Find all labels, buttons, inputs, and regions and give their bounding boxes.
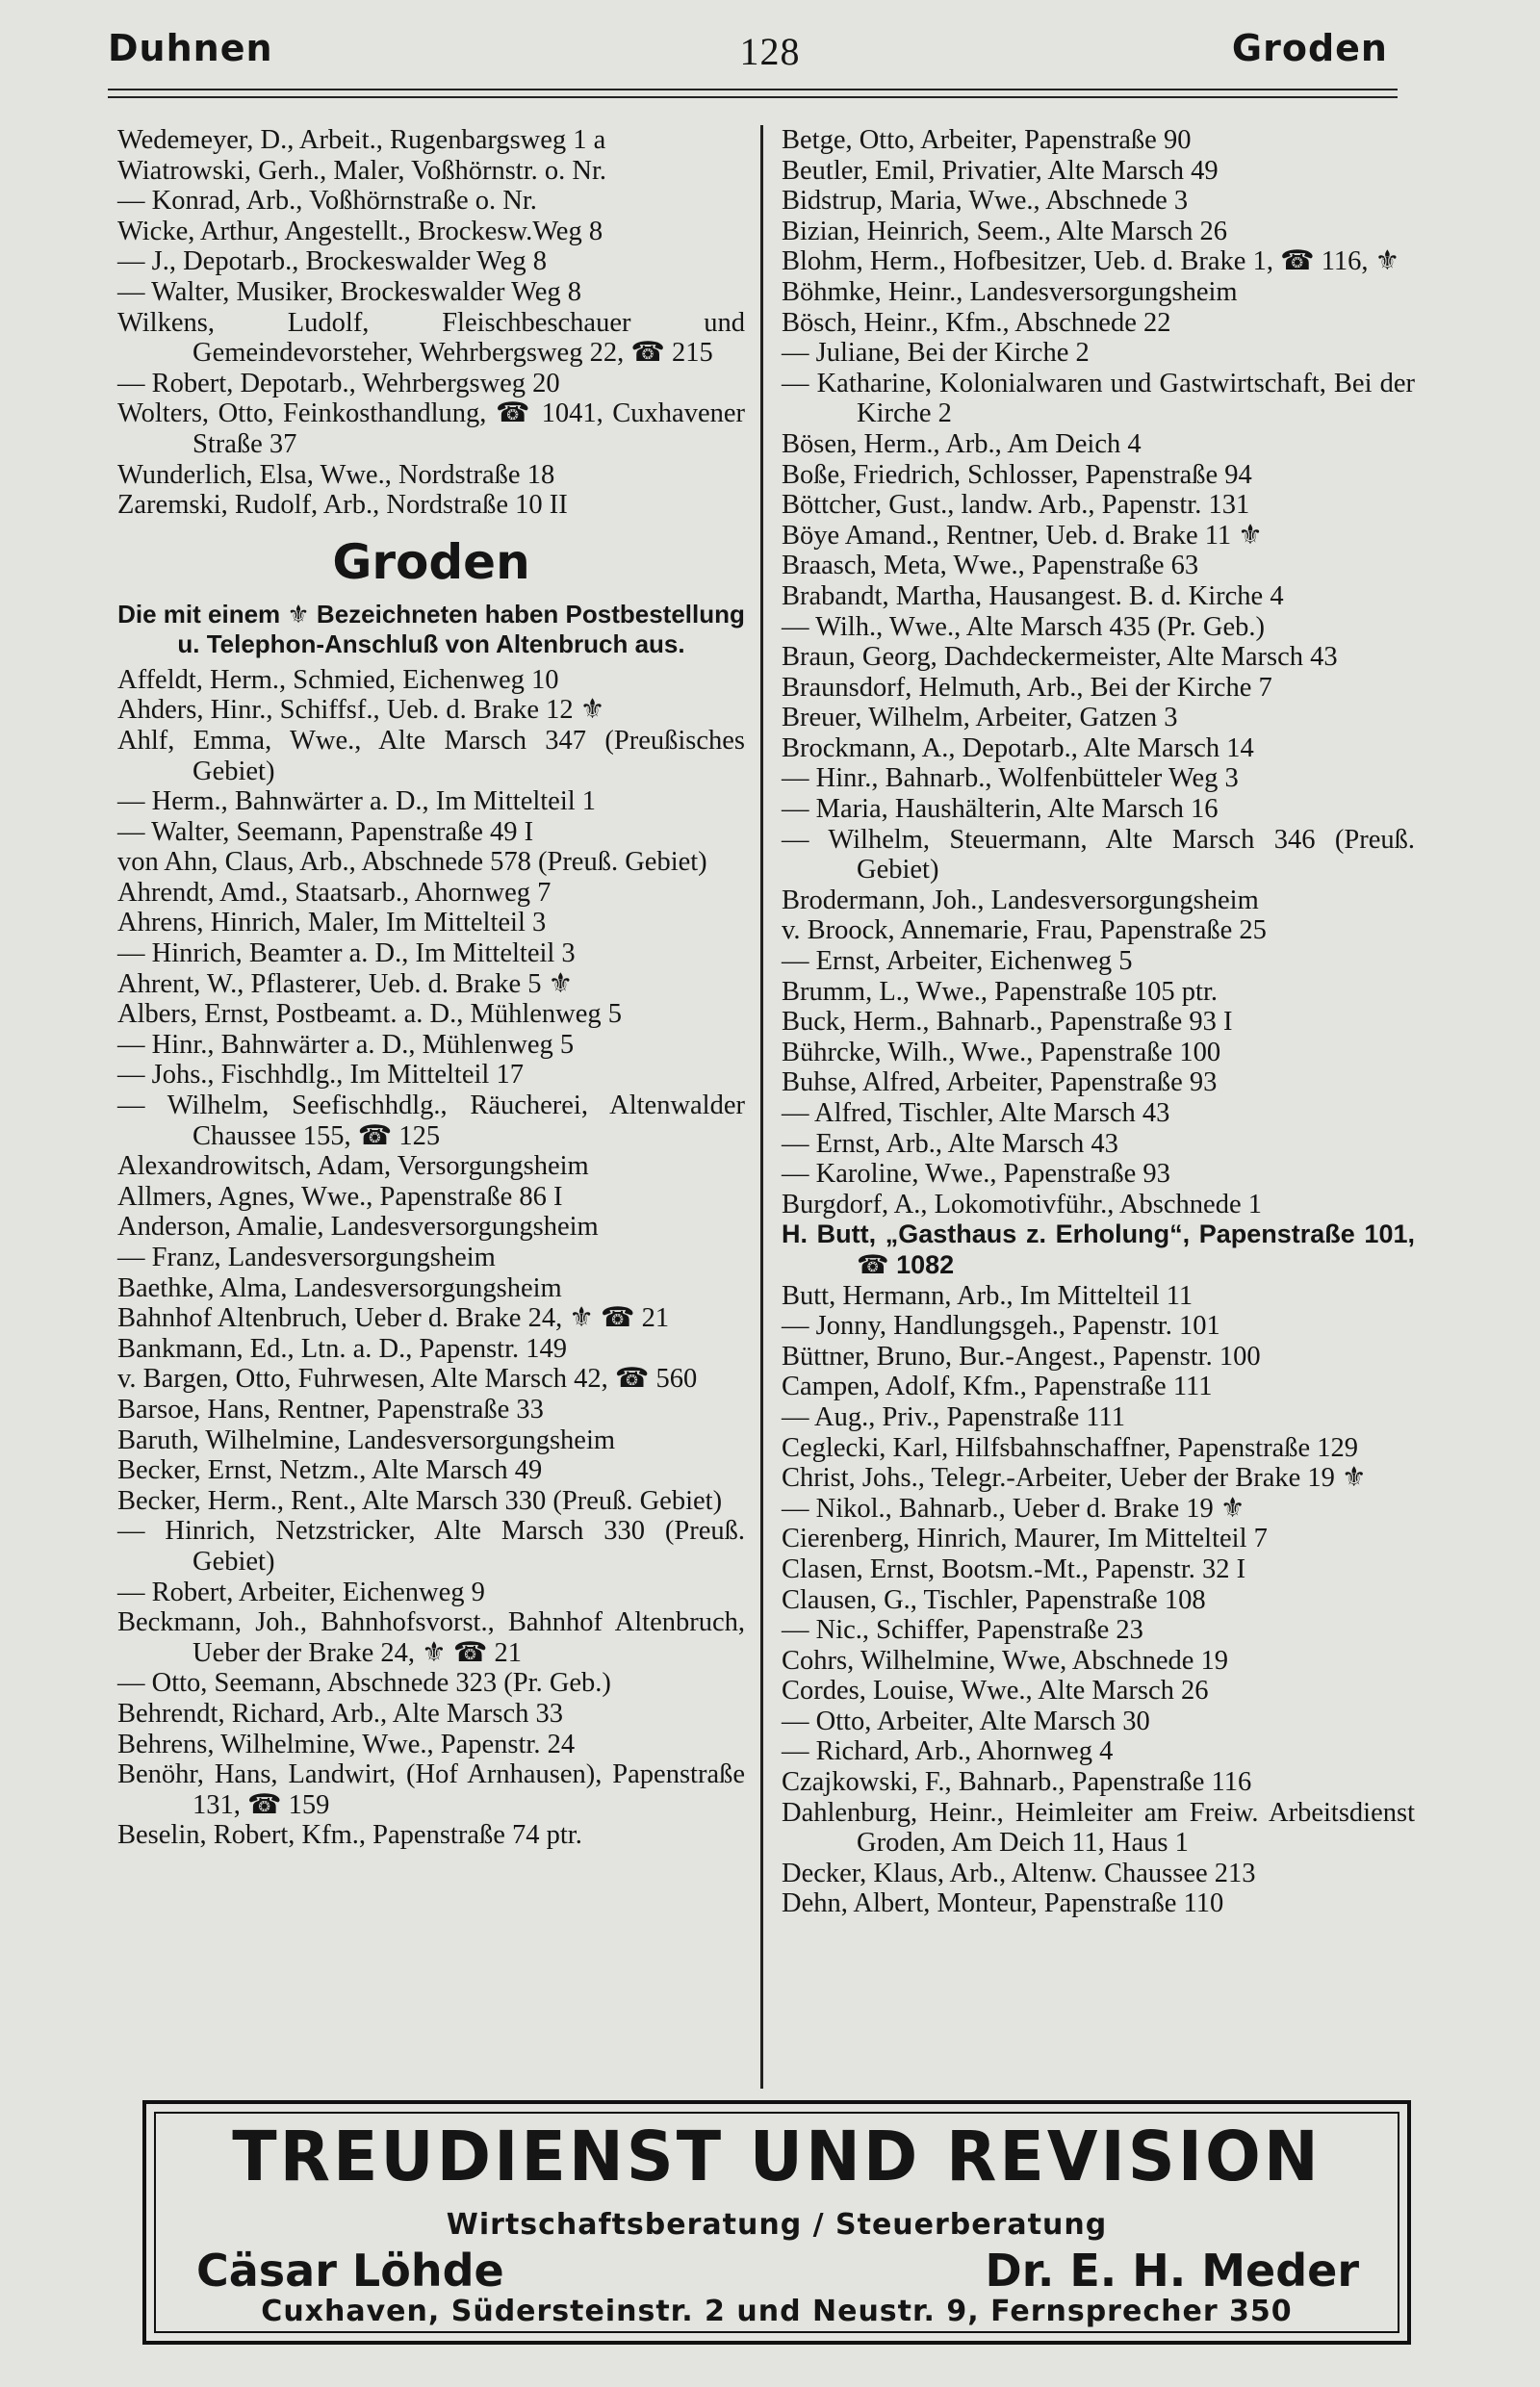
advertisement-inner-frame xyxy=(154,2112,1399,2333)
directory-entry: Ahrens, Hinrich, Maler, Im Mittelteil 3 xyxy=(117,908,547,938)
directory-entry: — Richard, Arb., Ahornweg 4 xyxy=(782,1736,1114,1767)
directory-entry: Barsoe, Hans, Rentner, Papenstraße 33 xyxy=(117,1394,544,1424)
directory-entry: Brabandt, Martha, Hausangest. B. d. Kirche 4 xyxy=(782,580,1284,611)
directory-entry: — Ernst, Arb., Alte Marsch 43 xyxy=(782,1128,1118,1159)
directory-entry: — Wilhelm, Steuermann, Alte Marsch 346 (Preuß. Gebiet) xyxy=(782,824,1415,886)
directory-entry: Anderson, Amalie, Landesversorgungsheim xyxy=(117,1212,599,1243)
directory-entry: Butt, Hermann, Arb., Im Mittelteil 11 xyxy=(782,1280,1194,1311)
directory-entry: Wilkens, Ludolf, Fleischbeschauer und Gemeindevorsteher, Wehrbergsweg 22, ☎ 215 xyxy=(117,307,745,369)
directory-entry: Beckmann, Joh., Bahnhofsvorst., Bahnhof Altenbruch, Ueber der Brake 24, ⚜ ☎ 21 xyxy=(117,1607,745,1668)
directory-entry: — Hinr., Bahnarb., Wolfenbütteler Weg 3 xyxy=(782,763,1239,794)
directory-entry: Brumm, L., Wwe., Papenstraße 105 ptr. xyxy=(782,976,1219,1007)
directory-entry: Böhmke, Heinr., Landesversorgungsheim xyxy=(782,276,1238,307)
directory-entry: Böye Amand., Rentner, Ueb. d. Brake 11 ⚜ xyxy=(782,520,1263,551)
directory-entry: Cohrs, Wilhelmine, Wwe, Abschnede 19 xyxy=(782,1645,1229,1676)
directory-entry: Bührcke, Wilh., Wwe., Papenstraße 100 xyxy=(782,1037,1221,1067)
directory-entry: Baruth, Wilhelmine, Landesversorgungsheim xyxy=(117,1424,616,1455)
directory-entry: Alexandrowitsch, Adam, Versorgungsheim xyxy=(117,1151,589,1182)
directory-entry: Behrens, Wilhelmine, Wwe., Papenstr. 24 xyxy=(117,1729,576,1759)
directory-entry: Wicke, Arthur, Angestellt., Brockesw.Weg 8 xyxy=(117,216,603,246)
ad-address: Cuxhaven, Südersteinstr. 2 und Neustr. 9, Fernsprecher 350 xyxy=(261,2295,1293,2328)
groden-entries-left xyxy=(117,665,745,1851)
directory-entry: Becker, Herm., Rent., Alte Marsch 330 (Preuß. Gebiet) xyxy=(117,1485,723,1516)
directory-entry: v. Bargen, Otto, Fuhrwesen, Alte Marsch 42, ☎ 560 xyxy=(117,1364,698,1395)
ad-left-name: Cäsar Löhde xyxy=(196,2245,504,2297)
directory-entry: — Robert, Depotarb., Wehrbergsweg 20 xyxy=(117,368,560,398)
directory-entry: — Katharine, Kolonialwaren und Gastwirtschaft, Bei der Kirche 2 xyxy=(782,368,1415,429)
directory-entry: Wolters, Otto, Feinkosthandlung, ☎ 1041, Cuxhavener Straße 37 xyxy=(117,398,745,459)
directory-entry: Betge, Otto, Arbeiter, Papenstraße 90 xyxy=(782,125,1192,155)
directory-entry: Bahnhof Altenbruch, Ueber d. Brake 24, ⚜ ☎ 21 xyxy=(117,1303,670,1334)
directory-entry: Ahders, Hinr., Schiffsf., Ueb. d. Brake 12 ⚜ xyxy=(117,695,605,726)
section-title: Groden xyxy=(332,533,530,590)
directory-entry: — Franz, Landesversorgungsheim xyxy=(117,1243,496,1272)
left-column xyxy=(117,125,745,1851)
directory-entry: Brockmann, A., Depotarb., Alte Marsch 14 xyxy=(782,732,1254,763)
directory-entry: Christ, Johs., Telegr.-Arbeiter, Ueber der Brake 19 ⚜ xyxy=(782,1463,1367,1494)
directory-entry: — Walter, Musiker, Brockeswalder Weg 8 xyxy=(117,276,581,307)
ad-subtitle: Wirtschaftsberatung / Steuerberatung xyxy=(446,2208,1108,2242)
directory-entry: — Alfred, Tischler, Alte Marsch 43 xyxy=(782,1098,1170,1128)
directory-entry: Ahrendt, Amd., Staatsarb., Ahornweg 7 xyxy=(117,877,552,908)
directory-entry: Bizian, Heinrich, Seem., Alte Marsch 26 xyxy=(782,216,1228,246)
directory-entry: Burgdorf, A., Lokomotivführ., Abschnede 1 xyxy=(782,1189,1262,1219)
directory-entry: Boße, Friedrich, Schlosser, Papenstraße 94 xyxy=(782,459,1252,490)
directory-entry: Braunsdorf, Helmuth, Arb., Bei der Kirche 7 xyxy=(782,672,1272,703)
directory-entry: Zaremski, Rudolf, Arb., Nordstraße 10 II xyxy=(117,490,568,521)
directory-entry: — Nic., Schiffer, Papenstraße 23 xyxy=(782,1615,1143,1646)
directory-entry: Buck, Herm., Bahnarb., Papenstraße 93 I xyxy=(782,1007,1233,1038)
directory-entry: — Karoline, Wwe., Papenstraße 93 xyxy=(782,1159,1170,1190)
directory-entry: — Wilh., Wwe., Alte Marsch 435 (Pr. Geb.) xyxy=(782,611,1266,642)
header-rule-top xyxy=(108,89,1398,90)
directory-entry: Ahrent, W., Pflasterer, Ueb. d. Brake 5 ⚜ xyxy=(117,968,574,999)
directory-entry: Wedemeyer, D., Arbeit., Rugenbargsweg 1 a xyxy=(117,125,606,155)
directory-entry: Dehn, Albert, Monteur, Papenstraße 110 xyxy=(782,1888,1224,1919)
directory-entry: Beutler, Emil, Privatier, Alte Marsch 49 xyxy=(782,155,1219,186)
directory-entry: — Herm., Bahnwärter a. D., Im Mittelteil 1 xyxy=(117,786,597,817)
directory-entry: Beselin, Robert, Kfm., Papenstraße 74 ptr. xyxy=(117,1820,582,1851)
section-notice: Die mit einem ⚜ Bezeichneten haben Postbestellung u. Telephon-Anschluß von Altenbruch aus. xyxy=(117,599,745,658)
directory-entry: von Ahn, Claus, Arb., Abschnede 578 (Preuß. Gebiet) xyxy=(117,847,707,878)
directory-entry: Buhse, Alfred, Arbeiter, Papenstraße 93 xyxy=(782,1067,1218,1098)
directory-entry: Cierenberg, Hinrich, Maurer, Im Mittelteil 7 xyxy=(782,1524,1268,1554)
directory-entry: Bankmann, Ed., Ltn. a. D., Papenstr. 149 xyxy=(117,1333,568,1364)
directory-entry: Ahlf, Emma, Wwe., Alte Marsch 347 (Preußisches Gebiet) xyxy=(117,725,745,786)
directory-entry: Büttner, Bruno, Bur.-Angest., Papenstr. 100 xyxy=(782,1341,1261,1372)
directory-entry: Wunderlich, Elsa, Wwe., Nordstraße 18 xyxy=(117,459,555,490)
directory-entry: — Hinrich, Netzstricker, Alte Marsch 330 (Preuß. Gebiet) xyxy=(117,1516,745,1577)
directory-entry: Braun, Georg, Dachdeckermeister, Alte Marsch 43 xyxy=(782,642,1338,673)
groden-entries-right xyxy=(782,125,1415,1919)
page-number: 128 xyxy=(739,30,801,73)
directory-entry: — Johs., Fischhdlg., Im Mittelteil 17 xyxy=(117,1060,524,1091)
directory-entry: — Hinr., Bahnwärter a. D., Mühlenweg 5 xyxy=(117,1029,575,1060)
directory-entry: — Hinrich, Beamter a. D., Im Mittelteil 3 xyxy=(117,938,576,969)
directory-entry: — Jonny, Handlungsgeh., Papenstr. 101 xyxy=(782,1311,1220,1342)
directory-entry: v. Broock, Annemarie, Frau, Papenstraße 25 xyxy=(782,915,1267,946)
running-head-left: Duhnen xyxy=(108,27,273,69)
directory-entry: H. Butt, „Gasthaus z. Erholung“, Papenstraße 101, ☎ 1082 xyxy=(782,1219,1415,1279)
ad-right-name: Dr. E. H. Meder xyxy=(985,2245,1359,2297)
directory-entry: — Aug., Priv., Papenstraße 111 xyxy=(782,1401,1126,1432)
directory-entry: Ceglecki, Karl, Hilfsbahnschaffner, Papenstraße 129 xyxy=(782,1432,1359,1463)
directory-entry: Böttcher, Gust., landw. Arb., Papenstr. 131 xyxy=(782,490,1250,521)
duhnen-entries xyxy=(117,125,745,521)
column-divider xyxy=(760,125,763,2089)
directory-entry: Benöhr, Hans, Landwirt, (Hof Arnhausen), Papenstraße 131, ☎ 159 xyxy=(117,1759,745,1820)
directory-entry: Baethke, Alma, Landesversorgungsheim xyxy=(117,1272,562,1303)
directory-entry: Braasch, Meta, Wwe., Papenstraße 63 xyxy=(782,551,1199,581)
directory-entry: Becker, Ernst, Netzm., Alte Marsch 49 xyxy=(117,1455,543,1486)
directory-entry: Breuer, Wilhelm, Arbeiter, Gatzen 3 xyxy=(782,703,1178,733)
directory-entry: Albers, Ernst, Postbeamt. a. D., Mühlenweg 5 xyxy=(117,999,623,1030)
directory-entry: — Otto, Arbeiter, Alte Marsch 30 xyxy=(782,1706,1150,1736)
directory-entry: Blohm, Herm., Hofbesitzer, Ueb. d. Brake 1, ☎ 116, ⚜ xyxy=(782,246,1400,277)
directory-entry: Decker, Klaus, Arb., Altenw. Chaussee 213 xyxy=(782,1858,1256,1888)
directory-entry: — Otto, Seemann, Abschnede 323 (Pr. Geb.) xyxy=(117,1668,611,1699)
directory-entry: — Walter, Seemann, Papenstraße 49 I xyxy=(117,816,534,847)
directory-entry: Bösch, Heinr., Kfm., Abschnede 22 xyxy=(782,307,1171,338)
directory-entry: — Juliane, Bei der Kirche 2 xyxy=(782,338,1090,369)
directory-entry: Affeldt, Herm., Schmied, Eichenweg 10 xyxy=(117,664,559,695)
directory-entry: Dahlenburg, Heinr., Heimleiter am Freiw. Arbeitsdienst Groden, Am Deich 11, Haus 1 xyxy=(782,1797,1415,1859)
directory-entry: Bösen, Herm., Arb., Am Deich 4 xyxy=(782,428,1142,459)
directory-entry: Czajkowski, F., Bahnarb., Papenstraße 116 xyxy=(782,1767,1252,1798)
directory-entry: Allmers, Agnes, Wwe., Papenstraße 86 I xyxy=(117,1181,563,1212)
directory-entry: — Maria, Haushälterin, Alte Marsch 16 xyxy=(782,794,1219,825)
directory-entry: — J., Depotarb., Brockeswalder Weg 8 xyxy=(117,246,547,277)
directory-entry: Cordes, Louise, Wwe., Alte Marsch 26 xyxy=(782,1676,1209,1707)
directory-entry: Behrendt, Richard, Arb., Alte Marsch 33 xyxy=(117,1698,564,1729)
directory-entry: Brodermann, Joh., Landesversorgungsheim xyxy=(782,885,1259,915)
header-rule-bottom xyxy=(108,96,1398,98)
directory-entry: — Robert, Arbeiter, Eichenweg 9 xyxy=(117,1577,485,1607)
running-head-right: Groden xyxy=(1231,27,1388,69)
directory-entry: Wiatrowski, Gerh., Maler, Voßhörnstr. o. Nr. xyxy=(117,155,607,186)
directory-entry: Campen, Adolf, Kfm., Papenstraße 111 xyxy=(782,1372,1213,1402)
directory-entry: Clausen, G., Tischler, Papenstraße 108 xyxy=(782,1584,1206,1615)
right-column xyxy=(782,125,1415,1919)
directory-entry: — Ernst, Arbeiter, Eichenweg 5 xyxy=(782,946,1133,977)
directory-entry: — Konrad, Arb., Voßhörnstraße o. Nr. xyxy=(117,186,537,217)
directory-entry: — Wilhelm, Seefischhdlg., Räucherei, Altenwalder Chaussee 155, ☎ 125 xyxy=(117,1091,745,1151)
directory-entry: — Nikol., Bahnarb., Ueber d. Brake 19 ⚜ xyxy=(782,1493,1245,1524)
directory-entry: Bidstrup, Maria, Wwe., Abschnede 3 xyxy=(782,186,1189,217)
advertisement-box xyxy=(142,2100,1411,2345)
ad-title: TREUDIENST UND REVISION xyxy=(232,2118,1322,2197)
directory-entry: Clasen, Ernst, Bootsm.-Mt., Papenstr. 32 I xyxy=(782,1553,1246,1584)
